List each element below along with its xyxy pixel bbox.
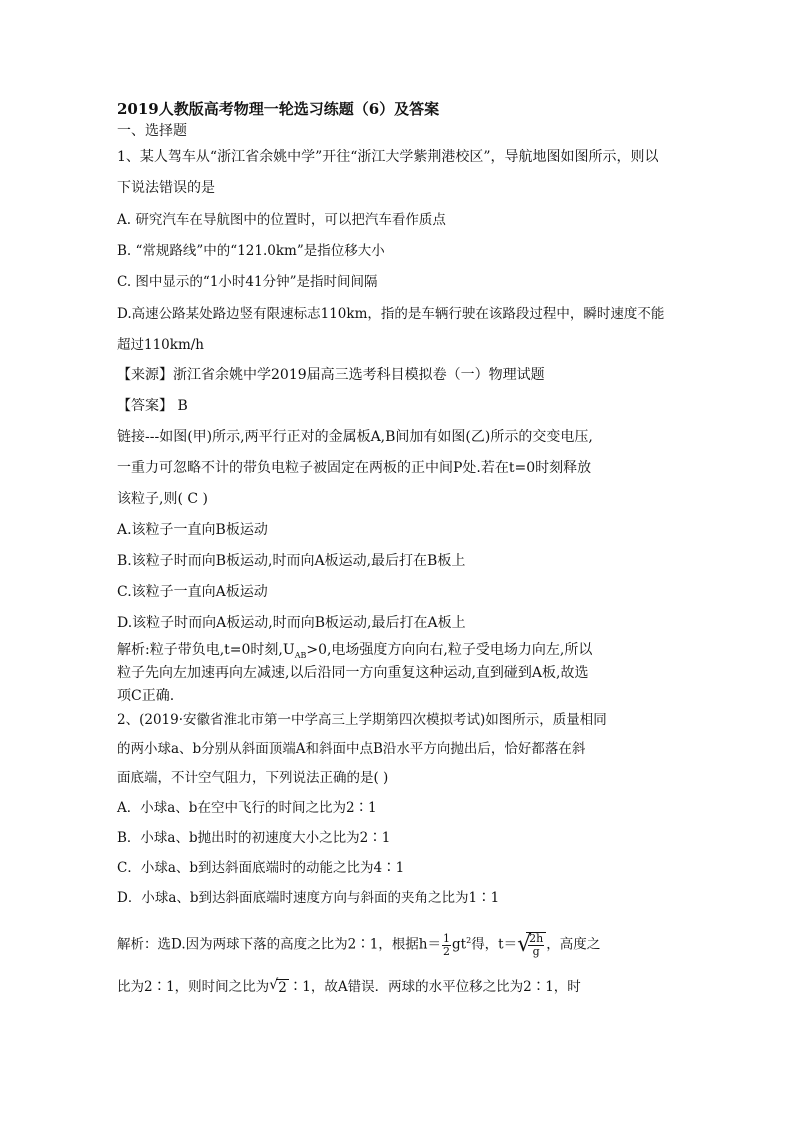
sqrt-2h-over-g: √ $\frac{2h}{g}$ [517, 932, 546, 958]
fraction-one-half: $\frac{1}{2}$ [443, 931, 451, 958]
q2-option-d: D．小球a、b到达斜面底端时速度方向与斜面的夹角之比为1∶1 [117, 890, 500, 906]
q2-exp-text-d: ，高度之 [546, 936, 601, 953]
q2-stem-line-2: 的两小球a、b分别从斜面顶端A和斜面中点B沿水平方向抛出后，恰好都落在斜 [117, 741, 586, 757]
link-option-d: D.该粒子时而向A板运动,时而向B板运动,最后打在A板上 [117, 615, 466, 631]
q1-answer: 【答案】 B [117, 398, 188, 414]
link-option-b: B.该粒子时而向B板运动,时而向A板运动,最后打在B板上 [117, 553, 466, 569]
q1-option-c: C. 图中显示的“1小时41分钟”是指时间间隔 [117, 274, 378, 290]
link-stem-line-1: 链接---如图(甲)所示,两平行正对的金属板A,B间加有如图(乙)所示的交变电压, [117, 429, 593, 445]
link-stem-line-2: 一重力可忽略不计的带负电粒子被固定在两板的正中间P处.若在t=0时刻释放 [117, 460, 592, 476]
section-heading: 一、选择题 [117, 123, 187, 139]
q2-stem-line-3: 面底端，不计空气阻力，下列说法正确的是( ) [117, 770, 389, 786]
q2-exp2-text-a: 比为2∶1，则时间之比为 [117, 979, 270, 995]
q1-option-d-line-2: 超过110km/h [117, 337, 204, 353]
q2-exp2-text-b: ∶1，故A错误．两球的水平位移之比为2∶1，时 [288, 979, 581, 995]
sqrt-two: √ 2 [269, 977, 287, 996]
link-explanation-line-2: 粒子先向左加速再向左减速,以后沿同一方向重复这种运动,直到碰到A板,故选 [117, 665, 589, 681]
q1-stem-line-1: 1、某人驾车从“浙江省余姚中学”开往“浙江大学紫荆港校区”，导航地图如图所示，则以 [117, 149, 659, 165]
link-exp-text-a: 解析:粒子带负电,t=0时刻,U [117, 642, 295, 658]
q1-option-a: A. 研究汽车在导航图中的位置时，可以把汽车看作质点 [117, 212, 446, 228]
q2-option-c: C．小球a、b到达斜面底端时的动能之比为4∶1 [117, 860, 405, 876]
q2-exp-text-c: 得，t＝ [471, 936, 518, 953]
q1-option-d-line-1: D.高速公路某处路边竖有限速标志110km，指的是车辆行驶在该路段过程中，瞬时速度不能 [117, 306, 665, 322]
link-option-a: A.该粒子一直向B板运动 [117, 522, 268, 538]
link-exp-text-b: >0,电场强度方向向右,粒子受电场力向左,所以 [306, 642, 593, 658]
q2-exp-text-a: 解析：选D.因为两球下落的高度之比为2∶1，根据h＝ [117, 936, 442, 953]
q2-stem-line-1: 2、(2019·安徽省淮北市第一中学高三上学期第四次模拟考试)如图所示，质量相同 [117, 712, 607, 728]
q2-exp-superscript: 2 [466, 936, 472, 945]
q2-explanation-line-1 [117, 932, 683, 958]
q1-source: 【来源】浙江省余姚中学2019届高三选考科目模拟卷（一）物理试题 [117, 367, 545, 383]
q1-stem-line-2: 下说法错误的是 [117, 180, 215, 196]
q2-option-a: A．小球a、b在空中飞行的时间之比为2∶1 [117, 800, 377, 816]
link-stem-line-3: 该粒子,则( C ) [117, 491, 208, 507]
q2-explanation-line-2 [117, 975, 683, 996]
document-title: 2019人教版高考物理一轮选习练题（6）及答案 [117, 100, 440, 118]
q2-exp-text-b: gt [452, 936, 467, 953]
link-option-c: C.该粒子一直向A板运动 [117, 584, 268, 600]
link-explanation-line-3: 项C正确. [117, 688, 175, 704]
q2-option-b: B．小球a、b抛出时的初速度大小之比为2∶1 [117, 830, 391, 846]
q1-option-b: B. “常规路线”中的“121.0km”是指位移大小 [117, 243, 385, 259]
link-exp-subscript: AB [294, 650, 307, 660]
link-explanation-line-1 [117, 639, 683, 660]
